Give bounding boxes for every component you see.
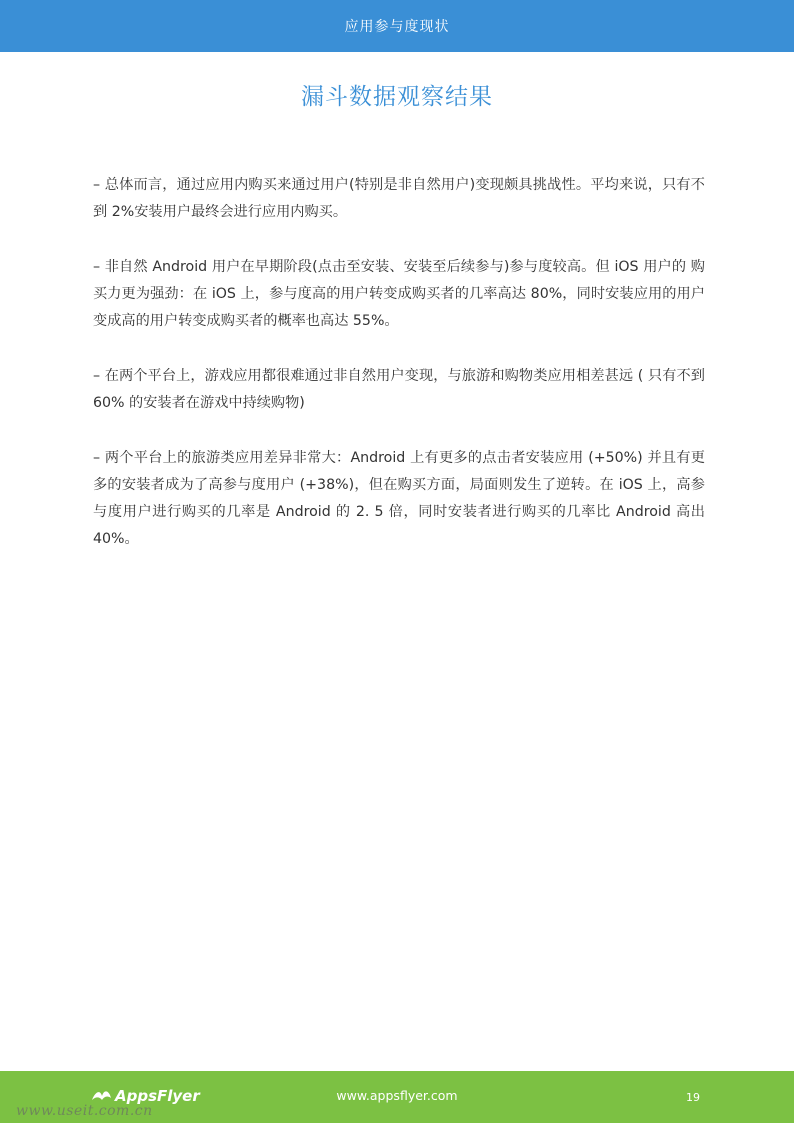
header-bar (0, 0, 794, 52)
footer-bar (0, 1071, 794, 1123)
paragraph-2: – 非自然 Android 用户在早期阶段(点击至安装、安装至后续参与)参与度较高。但 iOS 用户的 购买力更为强劲：在 iOS 上，参与度高的用户转变成购买者的几率高达 80%，同时安装应用的用户变成高的用户转变成购买者的概率也高达 55%。 (93, 259, 705, 329)
appsflyer-logo-text: AppsFlyer (115, 1087, 200, 1105)
page-number: 19 (686, 1091, 700, 1104)
paragraph-1: – 总体而言，通过应用内购买来通过用户(特别是非自然用户)变现颇具挑战性。平均来说，只有不到 2%安装用户最终会进行应用内购买。 (93, 177, 705, 220)
paragraph-3: – 在两个平台上，游戏应用都很难通过非自然用户变现，与旅游和购物类应用相差甚远 ( 只有不到 60% 的安装者在游戏中持续购物) (93, 368, 705, 411)
main-content (93, 172, 705, 581)
footer-url-link[interactable]: www.appsflyer.com (336, 1088, 458, 1103)
page-title: 漏斗数据观察结果 (301, 84, 493, 110)
watermark-text: www.useit.com.cn (16, 1103, 153, 1119)
header-title: 应用参与度现状 (344, 19, 450, 35)
paragraph-4: – 两个平台上的旅游类应用差异非常大：Android 上有更多的点击者安装应用 (+50%) 并且有更多的安装者成为了高参与度用户 (+38%)，但在购买方面，局面则发生了逆转。在 iOS 上，高参与度用户进行购买的几率是 Android 的 2. 5 倍，同时安装者进行购买的几率比 Android 高出 40%。 (93, 450, 705, 547)
